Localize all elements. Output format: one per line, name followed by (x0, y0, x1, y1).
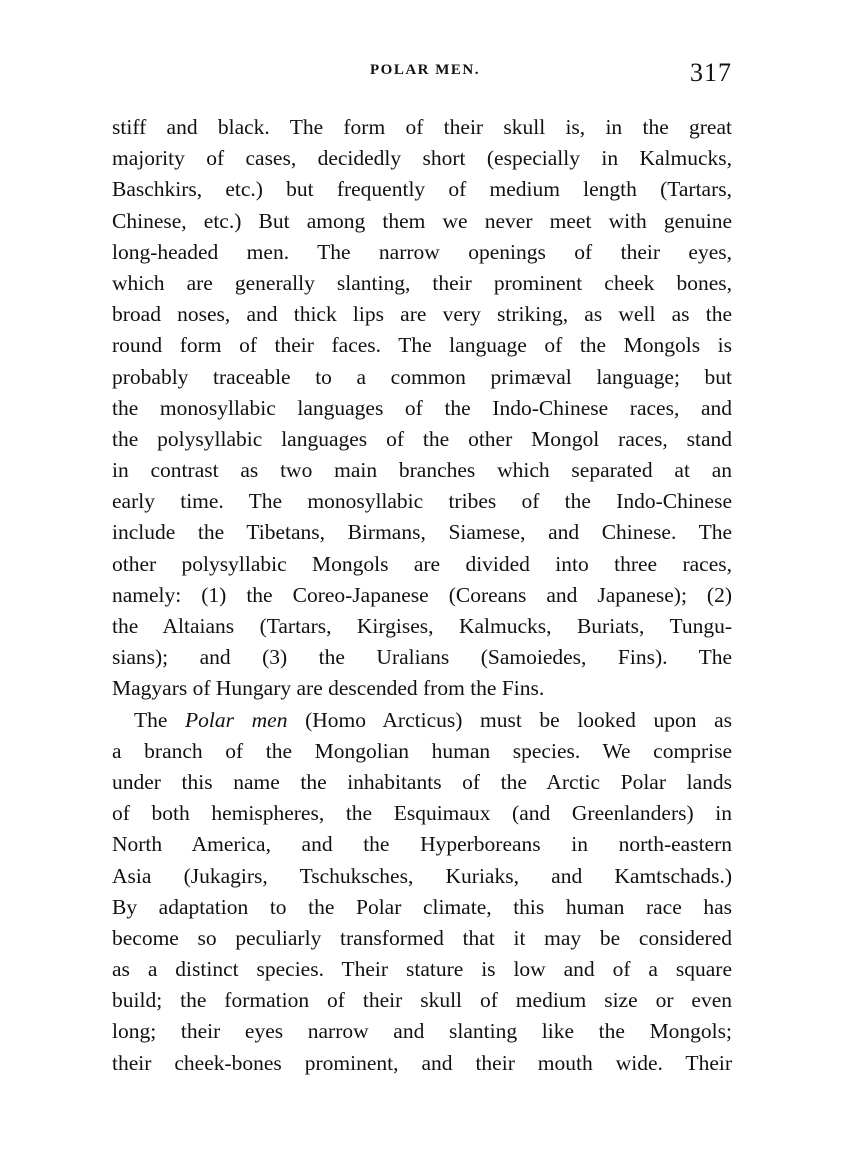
text-line: of both hemispheres, the Esquimaux (and Greenlanders) in (112, 801, 732, 826)
body-text (112, 112, 732, 1079)
text-line: Chinese, etc.) But among them we never meet with genuine (112, 208, 732, 233)
text-line: build; the formation of their skull of medium size or even (112, 988, 732, 1013)
text-fragment: (Homo Arcticus) must be looked upon as (287, 707, 732, 732)
text-line: North America, and the Hyperboreans in north-eastern (112, 832, 732, 857)
text-fragment: The (134, 707, 186, 732)
text-line: include the Tibetans, Birmans, Siamese, and Chinese. The (112, 520, 732, 545)
text-line: By adaptation to the Polar climate, this human race has (112, 894, 732, 919)
text-line: become so peculiarly transformed that it may be considered (112, 925, 732, 950)
text-line: Baschkirs, etc.) but frequently of medium length (Tartars, (112, 177, 732, 202)
text-line: as a distinct species. Their stature is low and of a square (112, 957, 732, 982)
text-line: under this name the inhabitants of the Arctic Polar lands (112, 769, 732, 794)
running-title: POLAR MEN. (370, 62, 480, 78)
text-line: in contrast as two main branches which separated at an (112, 458, 732, 483)
italic-term: Polar men (185, 707, 288, 732)
text-line: probably traceable to a common primæval language; but (112, 364, 732, 389)
text-line: the polysyllabic languages of the other Mongol races, stand (112, 426, 732, 451)
text-line: long; their eyes narrow and slanting like the Mongols; (112, 1019, 732, 1044)
text-line: the monosyllabic languages of the Indo-Chinese races, and (112, 395, 732, 420)
page-number: 317 (690, 58, 732, 87)
text-line: their cheek-bones prominent, and their mouth wide. Their (112, 1050, 732, 1075)
running-head (0, 0, 850, 100)
text-line: broad noses, and thick lips are very striking, as well as the (112, 302, 732, 327)
text-line: other polysyllabic Mongols are divided into three races, (112, 551, 732, 576)
text-line: sians); and (3) the Uralians (Samoiedes, Fins). The (112, 645, 732, 670)
paragraph-start-line (112, 705, 732, 736)
text-line: early time. The monosyllabic tribes of the Indo-Chinese (112, 489, 732, 514)
text-line: Asia (Jukagirs, Tschuksches, Kuriaks, and Kamtschads.) (112, 863, 732, 888)
text-line: the Altaians (Tartars, Kirgises, Kalmucks, Buriats, Tungu- (112, 614, 732, 638)
text-line: stiff and black. The form of their skull is, in the great (112, 115, 732, 139)
paragraph-end-line: Magyars of Hungary are descended from the Fins. (112, 676, 545, 701)
text-line: long-headed men. The narrow openings of their eyes, (112, 239, 732, 264)
text-line: round form of their faces. The language of the Mongols is (112, 333, 732, 358)
text-line: a branch of the Mongolian human species. We comprise (112, 738, 732, 763)
text-line: which are generally slanting, their prominent cheek bones, (112, 270, 732, 295)
text-line: namely: (1) the Coreo-Japanese (Coreans and Japanese); (2) (112, 582, 732, 607)
text-line: majority of cases, decidedly short (especially in Kalmucks, (112, 146, 732, 171)
